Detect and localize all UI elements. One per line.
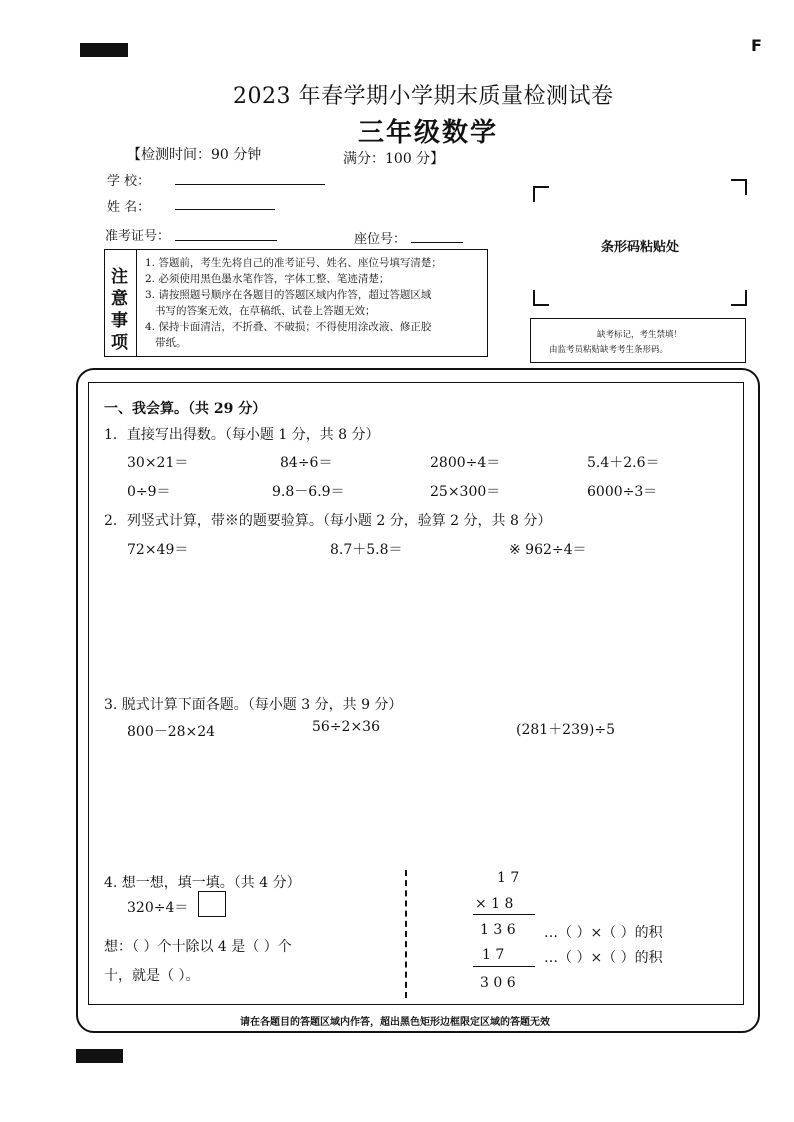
q3-item[interactable]: 56÷2×36 (312, 719, 380, 735)
barcode-corner-bl (533, 290, 549, 306)
exam-time: 【检测时间：90 分钟 (127, 147, 262, 163)
seat-field[interactable] (411, 242, 463, 243)
school-label: 学 校： (107, 174, 151, 189)
q4-divider (405, 870, 407, 998)
q2-title: 2．列竖式计算，带※的题要验算。（每小题 2 分，验算 2 分，共 8 分） (104, 513, 552, 529)
section-heading: 一、我会算。（共 29 分） (104, 401, 267, 417)
q3-title: 3. 脱式计算下面各题。（每小题 3 分，共 9 分） (104, 697, 403, 713)
vertical-rule (473, 966, 535, 967)
q2-item[interactable]: 8.7＋5.8＝ (330, 542, 403, 558)
exam-title: 2023 年春学期小学期末质量检测试卷 (233, 84, 614, 109)
exam-subject: 三年级数学 (358, 118, 499, 148)
q1-item[interactable]: 84÷6＝ (280, 455, 333, 471)
q4-answer-box[interactable] (198, 891, 226, 917)
notice-box (104, 249, 488, 357)
absent-mark-box[interactable] (530, 318, 746, 363)
notice-side-char: 项 (111, 333, 128, 353)
exam-score: 满分：100 分】 (343, 151, 445, 167)
q4-think-line2[interactable]: 十，就是（ ）。 (104, 968, 200, 984)
exam-id-field[interactable] (175, 240, 277, 241)
footer-warning: 请在各题目的答题区域内作答，超出黑色矩形边框限定区域的答题无效 (240, 1017, 550, 1028)
exam-id-label: 准考证号： (105, 229, 171, 244)
q4-title: 4. 想一想，填一填。（共 4 分） (104, 875, 301, 891)
vertical-partial2: 1 7 (482, 947, 505, 963)
q1-item[interactable]: 30×21＝ (127, 455, 189, 471)
q1-item[interactable]: 9.8－6.9＝ (272, 484, 345, 500)
name-field[interactable] (175, 209, 275, 210)
q2-item[interactable]: 72×49＝ (127, 542, 189, 558)
vertical-rule (473, 914, 535, 915)
absent-line2: 由监考员粘贴缺考考生条形码。 (549, 345, 669, 355)
barcode-corner-br (731, 290, 747, 306)
notice-side-char: 事 (111, 311, 128, 331)
q1-item[interactable]: 2800÷4＝ (430, 455, 501, 471)
vertical-partial1-note[interactable]: …（ ）×（ ）的积 (544, 925, 663, 941)
registration-mark-bottom (76, 1049, 123, 1063)
q3-item[interactable]: (281＋239)÷5 (516, 722, 616, 738)
q1-title: 1．直接写出得数。（每小题 1 分，共 8 分） (104, 427, 380, 443)
notice-line: 3. 请按照题号顺序在各题目的答题区域内作答，超过答题区域 (145, 289, 432, 301)
corner-mark: F (751, 36, 762, 55)
seat-label: 座位号： (354, 232, 407, 247)
notice-line: 4. 保持卡面清洁，不折叠、不破损；不得使用涂改液、修正胶 (145, 321, 432, 333)
school-field[interactable] (175, 184, 325, 185)
notice-line: 2. 必须使用黑色墨水笔作答，字体工整、笔迹清楚； (145, 273, 390, 285)
q1-item[interactable]: 5.4＋2.6＝ (587, 455, 660, 471)
notice-line: 1. 答题前，考生先将自己的准考证号、姓名、座位号填写清楚； (145, 257, 442, 269)
vertical-partial1: 1 3 6 (480, 922, 516, 938)
notice-line: 带纸。 (155, 337, 187, 349)
vertical-multiplicand: 1 7 (497, 870, 520, 886)
notice-side-char: 意 (111, 289, 128, 309)
name-label: 姓 名： (107, 200, 151, 215)
notice-line: 书写的答案无效，在草稿纸、试卷上答题无效； (155, 305, 376, 317)
registration-mark-top (80, 43, 128, 57)
notice-side-char: 注 (111, 267, 128, 287)
q2-item[interactable]: ※ 962÷4＝ (509, 542, 587, 558)
vertical-multiplier: × 1 8 (475, 896, 514, 912)
q4-expression: 320÷4＝ (127, 900, 189, 916)
q1-item[interactable]: 0÷9＝ (127, 484, 171, 500)
barcode-label: 条形码粘贴处 (601, 240, 680, 255)
notice-side (105, 250, 137, 356)
q3-item[interactable]: 800－28×24 (127, 724, 216, 740)
barcode-corner-tr (731, 179, 747, 195)
vertical-partial2-note[interactable]: …（ ）×（ ）的积 (544, 950, 663, 966)
barcode-corner-tl (533, 186, 549, 202)
absent-line1: 缺考标记，考生禁填！ (597, 330, 683, 340)
q1-item[interactable]: 25×300＝ (430, 484, 501, 500)
q4-think-line1[interactable]: 想：（ ）个十除以 4 是（ ）个 (104, 939, 292, 955)
q1-item[interactable]: 6000÷3＝ (587, 484, 658, 500)
vertical-result: 3 0 6 (480, 975, 516, 991)
